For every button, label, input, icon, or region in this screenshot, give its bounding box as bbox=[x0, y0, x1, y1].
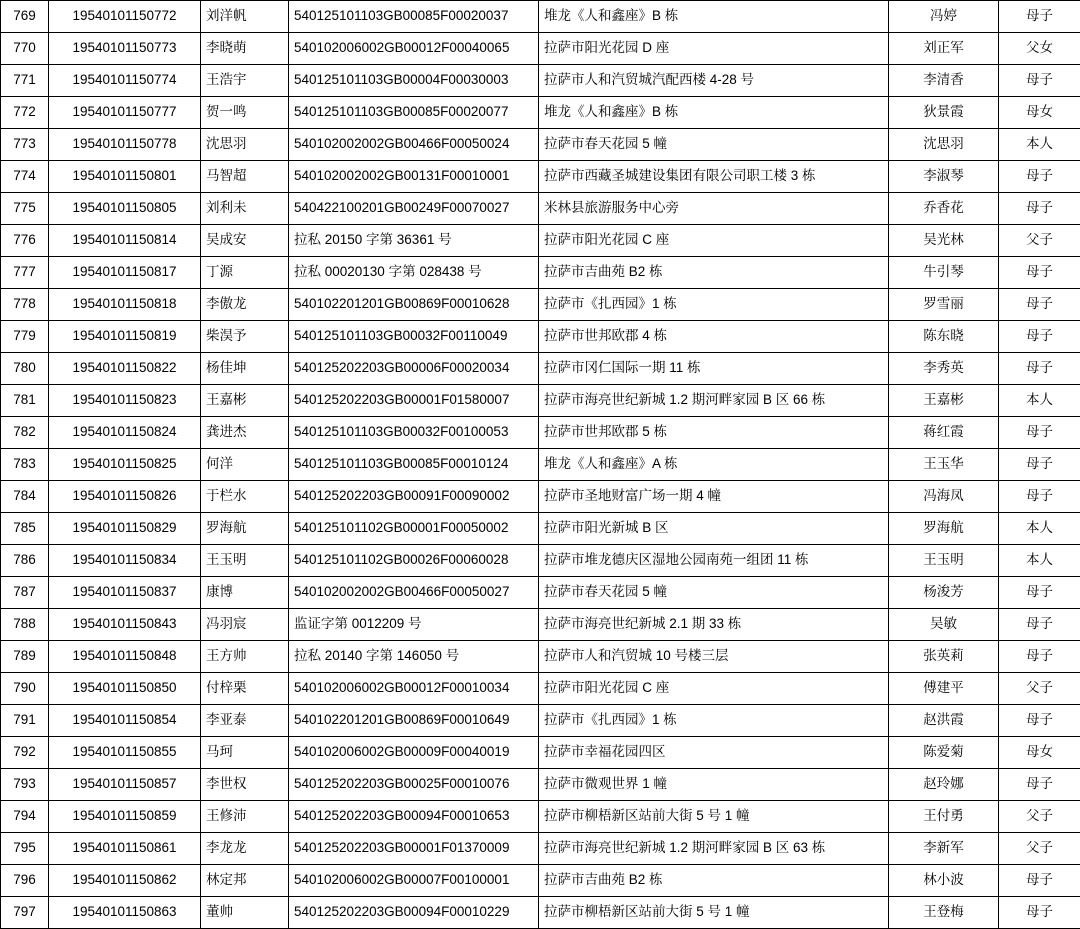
cell-person-name: 王浩宇 bbox=[201, 65, 289, 97]
cell-house-location: 拉萨市微观世界 1 幢 bbox=[539, 769, 889, 801]
table-row bbox=[1, 897, 1080, 929]
cell-house-location: 拉萨市吉曲苑 B2 栋 bbox=[539, 257, 889, 289]
cell-house-location: 拉萨市吉曲苑 B2 栋 bbox=[539, 865, 889, 897]
table-row bbox=[1, 193, 1080, 225]
cell-person-name: 马智超 bbox=[201, 161, 289, 193]
cell-sequence: 791 bbox=[1, 705, 49, 737]
cell-house-location: 拉萨市人和汽贸城汽配西楼 4-28 号 bbox=[539, 65, 889, 97]
cell-sequence: 783 bbox=[1, 449, 49, 481]
cell-relationship: 母子 bbox=[999, 897, 1080, 929]
table-row bbox=[1, 769, 1080, 801]
cell-certificate-number: 540125202203GB00094F00010229 bbox=[289, 897, 539, 929]
cell-id-number: 19540101150819 bbox=[49, 321, 201, 353]
cell-certificate-number: 540125101103GB00004F00030003 bbox=[289, 65, 539, 97]
table-row bbox=[1, 481, 1080, 513]
cell-id-number: 19540101150818 bbox=[49, 289, 201, 321]
table-row bbox=[1, 417, 1080, 449]
cell-certificate-number: 540102006002GB00012F00010034 bbox=[289, 673, 539, 705]
cell-certificate-number: 540125202203GB00094F00010653 bbox=[289, 801, 539, 833]
cell-sequence: 795 bbox=[1, 833, 49, 865]
cell-id-number: 19540101150824 bbox=[49, 417, 201, 449]
cell-id-number: 19540101150814 bbox=[49, 225, 201, 257]
cell-property-owner: 冯海凤 bbox=[889, 481, 999, 513]
cell-person-name: 罗海航 bbox=[201, 513, 289, 545]
cell-property-owner: 吴光林 bbox=[889, 225, 999, 257]
table-row bbox=[1, 545, 1080, 577]
cell-sequence: 773 bbox=[1, 129, 49, 161]
cell-relationship: 父子 bbox=[999, 225, 1080, 257]
cell-id-number: 19540101150857 bbox=[49, 769, 201, 801]
cell-certificate-number: 540125202203GB00006F00020034 bbox=[289, 353, 539, 385]
cell-property-owner: 王付勇 bbox=[889, 801, 999, 833]
cell-sequence: 788 bbox=[1, 609, 49, 641]
cell-certificate-number: 拉私 20150 字第 36361 号 bbox=[289, 225, 539, 257]
cell-sequence: 770 bbox=[1, 33, 49, 65]
cell-person-name: 王玉明 bbox=[201, 545, 289, 577]
table-row bbox=[1, 257, 1080, 289]
table-row bbox=[1, 705, 1080, 737]
cell-person-name: 沈思羽 bbox=[201, 129, 289, 161]
cell-sequence: 792 bbox=[1, 737, 49, 769]
table-row bbox=[1, 225, 1080, 257]
table-row bbox=[1, 129, 1080, 161]
cell-relationship: 母子 bbox=[999, 417, 1080, 449]
table-row bbox=[1, 865, 1080, 897]
cell-house-location: 拉萨市柳梧新区站前大街 5 号 1 幢 bbox=[539, 801, 889, 833]
cell-house-location: 拉萨市圣地财富广场一期 4 幢 bbox=[539, 481, 889, 513]
cell-id-number: 19540101150825 bbox=[49, 449, 201, 481]
cell-certificate-number: 540125101103GB00085F00020077 bbox=[289, 97, 539, 129]
table-row bbox=[1, 1, 1080, 33]
cell-relationship: 母女 bbox=[999, 97, 1080, 129]
cell-sequence: 789 bbox=[1, 641, 49, 673]
cell-relationship: 父子 bbox=[999, 673, 1080, 705]
cell-certificate-number: 监证字第 0012209 号 bbox=[289, 609, 539, 641]
cell-sequence: 780 bbox=[1, 353, 49, 385]
cell-sequence: 781 bbox=[1, 385, 49, 417]
table-row bbox=[1, 737, 1080, 769]
cell-property-owner: 王登梅 bbox=[889, 897, 999, 929]
cell-certificate-number: 540125202203GB00001F01580007 bbox=[289, 385, 539, 417]
cell-property-owner: 陈爱菊 bbox=[889, 737, 999, 769]
cell-certificate-number: 540102006002GB00009F00040019 bbox=[289, 737, 539, 769]
cell-sequence: 797 bbox=[1, 897, 49, 929]
cell-house-location: 拉萨市海亮世纪新城 2.1 期 33 栋 bbox=[539, 609, 889, 641]
table-row bbox=[1, 641, 1080, 673]
cell-certificate-number: 540125101102GB00001F00050002 bbox=[289, 513, 539, 545]
table-row bbox=[1, 33, 1080, 65]
cell-person-name: 马珂 bbox=[201, 737, 289, 769]
cell-certificate-number: 540102006002GB00012F00040065 bbox=[289, 33, 539, 65]
table-row bbox=[1, 609, 1080, 641]
table-row bbox=[1, 449, 1080, 481]
cell-sequence: 771 bbox=[1, 65, 49, 97]
cell-relationship: 母子 bbox=[999, 609, 1080, 641]
cell-property-owner: 傅建平 bbox=[889, 673, 999, 705]
cell-property-owner: 罗海航 bbox=[889, 513, 999, 545]
cell-house-location: 拉萨市阳光花园 C 座 bbox=[539, 225, 889, 257]
cell-relationship: 本人 bbox=[999, 129, 1080, 161]
cell-person-name: 李傲龙 bbox=[201, 289, 289, 321]
cell-house-location: 拉萨市海亮世纪新城 1.2 期河畔家园 B 区 63 栋 bbox=[539, 833, 889, 865]
cell-id-number: 19540101150773 bbox=[49, 33, 201, 65]
cell-sequence: 794 bbox=[1, 801, 49, 833]
cell-house-location: 拉萨市幸福花园四区 bbox=[539, 737, 889, 769]
cell-id-number: 19540101150826 bbox=[49, 481, 201, 513]
cell-id-number: 19540101150817 bbox=[49, 257, 201, 289]
cell-property-owner: 王嘉彬 bbox=[889, 385, 999, 417]
cell-relationship: 母子 bbox=[999, 577, 1080, 609]
cell-relationship: 母子 bbox=[999, 161, 1080, 193]
cell-id-number: 19540101150823 bbox=[49, 385, 201, 417]
table-row bbox=[1, 833, 1080, 865]
cell-person-name: 李龙龙 bbox=[201, 833, 289, 865]
cell-person-name: 李世权 bbox=[201, 769, 289, 801]
cell-id-number: 19540101150801 bbox=[49, 161, 201, 193]
cell-relationship: 母子 bbox=[999, 193, 1080, 225]
cell-house-location: 拉萨市《扎西园》1 栋 bbox=[539, 705, 889, 737]
cell-house-location: 拉萨市海亮世纪新城 1.2 期河畔家园 B 区 66 栋 bbox=[539, 385, 889, 417]
cell-id-number: 19540101150772 bbox=[49, 1, 201, 33]
cell-relationship: 父子 bbox=[999, 833, 1080, 865]
cell-sequence: 785 bbox=[1, 513, 49, 545]
cell-sequence: 790 bbox=[1, 673, 49, 705]
cell-house-location: 堆龙《人和鑫座》B 栋 bbox=[539, 1, 889, 33]
cell-house-location: 拉萨市世邦欧郡 4 栋 bbox=[539, 321, 889, 353]
cell-person-name: 王修沛 bbox=[201, 801, 289, 833]
cell-person-name: 龚进杰 bbox=[201, 417, 289, 449]
cell-id-number: 19540101150805 bbox=[49, 193, 201, 225]
cell-person-name: 王方帅 bbox=[201, 641, 289, 673]
cell-property-owner: 乔香花 bbox=[889, 193, 999, 225]
cell-property-owner: 王玉明 bbox=[889, 545, 999, 577]
cell-person-name: 于栏水 bbox=[201, 481, 289, 513]
cell-sequence: 775 bbox=[1, 193, 49, 225]
cell-id-number: 19540101150829 bbox=[49, 513, 201, 545]
cell-house-location: 拉萨市阳光花园 C 座 bbox=[539, 673, 889, 705]
cell-id-number: 19540101150850 bbox=[49, 673, 201, 705]
table-row bbox=[1, 673, 1080, 705]
cell-house-location: 拉萨市春天花园 5 幢 bbox=[539, 129, 889, 161]
cell-certificate-number: 540102201201GB00869F00010628 bbox=[289, 289, 539, 321]
cell-house-location: 拉萨市柳梧新区站前大街 5 号 1 幢 bbox=[539, 897, 889, 929]
cell-sequence: 774 bbox=[1, 161, 49, 193]
cell-person-name: 康博 bbox=[201, 577, 289, 609]
cell-certificate-number: 540102002002GB00131F00010001 bbox=[289, 161, 539, 193]
cell-relationship: 本人 bbox=[999, 513, 1080, 545]
cell-property-owner: 蒋红霞 bbox=[889, 417, 999, 449]
cell-house-location: 拉萨市阳光花园 D 座 bbox=[539, 33, 889, 65]
cell-relationship: 母子 bbox=[999, 321, 1080, 353]
cell-person-name: 吴成安 bbox=[201, 225, 289, 257]
registry-table-body bbox=[1, 1, 1080, 929]
cell-property-owner: 李淑琴 bbox=[889, 161, 999, 193]
cell-person-name: 杨佳坤 bbox=[201, 353, 289, 385]
cell-person-name: 付梓栗 bbox=[201, 673, 289, 705]
cell-property-owner: 沈思羽 bbox=[889, 129, 999, 161]
cell-property-owner: 冯婷 bbox=[889, 1, 999, 33]
cell-house-location: 拉萨市人和汽贸城 10 号楼三层 bbox=[539, 641, 889, 673]
cell-person-name: 贺一鸣 bbox=[201, 97, 289, 129]
cell-person-name: 李晓萌 bbox=[201, 33, 289, 65]
cell-relationship: 母子 bbox=[999, 1, 1080, 33]
cell-relationship: 母子 bbox=[999, 865, 1080, 897]
cell-sequence: 782 bbox=[1, 417, 49, 449]
cell-sequence: 778 bbox=[1, 289, 49, 321]
cell-sequence: 784 bbox=[1, 481, 49, 513]
cell-person-name: 柴淏予 bbox=[201, 321, 289, 353]
cell-relationship: 母子 bbox=[999, 641, 1080, 673]
cell-sequence: 777 bbox=[1, 257, 49, 289]
cell-house-location: 拉萨市堆龙德庆区湿地公园南苑一组团 11 栋 bbox=[539, 545, 889, 577]
table-row bbox=[1, 65, 1080, 97]
table-row bbox=[1, 321, 1080, 353]
cell-certificate-number: 540125202203GB00001F01370009 bbox=[289, 833, 539, 865]
cell-certificate-number: 540125202203GB00091F00090002 bbox=[289, 481, 539, 513]
cell-person-name: 刘利未 bbox=[201, 193, 289, 225]
cell-house-location: 拉萨市西藏圣城建设集团有限公司职工楼 3 栋 bbox=[539, 161, 889, 193]
cell-certificate-number: 拉私 00020130 字第 028438 号 bbox=[289, 257, 539, 289]
cell-property-owner: 吴敏 bbox=[889, 609, 999, 641]
cell-id-number: 19540101150774 bbox=[49, 65, 201, 97]
table-row bbox=[1, 289, 1080, 321]
cell-relationship: 母子 bbox=[999, 353, 1080, 385]
cell-property-owner: 李秀英 bbox=[889, 353, 999, 385]
cell-sequence: 787 bbox=[1, 577, 49, 609]
cell-property-owner: 罗雪丽 bbox=[889, 289, 999, 321]
cell-id-number: 19540101150855 bbox=[49, 737, 201, 769]
cell-relationship: 母子 bbox=[999, 705, 1080, 737]
cell-certificate-number: 540125202203GB00025F00010076 bbox=[289, 769, 539, 801]
cell-person-name: 丁源 bbox=[201, 257, 289, 289]
cell-certificate-number: 拉私 20140 字第 146050 号 bbox=[289, 641, 539, 673]
table-row bbox=[1, 97, 1080, 129]
cell-house-location: 堆龙《人和鑫座》B 栋 bbox=[539, 97, 889, 129]
cell-property-owner: 刘正军 bbox=[889, 33, 999, 65]
cell-id-number: 19540101150848 bbox=[49, 641, 201, 673]
cell-id-number: 19540101150778 bbox=[49, 129, 201, 161]
cell-certificate-number: 540125101103GB00032F00110049 bbox=[289, 321, 539, 353]
cell-house-location: 拉萨市冈仁国际一期 11 栋 bbox=[539, 353, 889, 385]
table-row bbox=[1, 161, 1080, 193]
cell-property-owner: 赵玲娜 bbox=[889, 769, 999, 801]
cell-person-name: 李亚泰 bbox=[201, 705, 289, 737]
cell-certificate-number: 540422100201GB00249F00070027 bbox=[289, 193, 539, 225]
cell-relationship: 父女 bbox=[999, 33, 1080, 65]
cell-property-owner: 陈东晓 bbox=[889, 321, 999, 353]
cell-id-number: 19540101150863 bbox=[49, 897, 201, 929]
cell-certificate-number: 540102002002GB00466F00050024 bbox=[289, 129, 539, 161]
cell-house-location: 拉萨市《扎西园》1 栋 bbox=[539, 289, 889, 321]
cell-property-owner: 牛引琴 bbox=[889, 257, 999, 289]
cell-relationship: 母子 bbox=[999, 289, 1080, 321]
cell-relationship: 母子 bbox=[999, 769, 1080, 801]
cell-property-owner: 李清香 bbox=[889, 65, 999, 97]
cell-id-number: 19540101150777 bbox=[49, 97, 201, 129]
cell-house-location: 拉萨市春天花园 5 幢 bbox=[539, 577, 889, 609]
cell-property-owner: 林小波 bbox=[889, 865, 999, 897]
cell-property-owner: 杨浚芳 bbox=[889, 577, 999, 609]
cell-id-number: 19540101150822 bbox=[49, 353, 201, 385]
cell-certificate-number: 540102006002GB00007F00100001 bbox=[289, 865, 539, 897]
cell-property-owner: 王玉华 bbox=[889, 449, 999, 481]
cell-property-owner: 赵洪霞 bbox=[889, 705, 999, 737]
cell-house-location: 堆龙《人和鑫座》A 栋 bbox=[539, 449, 889, 481]
cell-house-location: 拉萨市阳光新城 B 区 bbox=[539, 513, 889, 545]
cell-person-name: 刘洋帆 bbox=[201, 1, 289, 33]
cell-sequence: 793 bbox=[1, 769, 49, 801]
cell-certificate-number: 540125101103GB00085F00020037 bbox=[289, 1, 539, 33]
cell-id-number: 19540101150862 bbox=[49, 865, 201, 897]
cell-sequence: 776 bbox=[1, 225, 49, 257]
cell-id-number: 19540101150854 bbox=[49, 705, 201, 737]
cell-id-number: 19540101150834 bbox=[49, 545, 201, 577]
cell-certificate-number: 540102002002GB00466F00050027 bbox=[289, 577, 539, 609]
cell-certificate-number: 540125101103GB00032F00100053 bbox=[289, 417, 539, 449]
cell-relationship: 母子 bbox=[999, 65, 1080, 97]
cell-property-owner: 张英莉 bbox=[889, 641, 999, 673]
table-row bbox=[1, 577, 1080, 609]
cell-relationship: 父子 bbox=[999, 801, 1080, 833]
cell-property-owner: 李新军 bbox=[889, 833, 999, 865]
cell-certificate-number: 540125101103GB00085F00010124 bbox=[289, 449, 539, 481]
cell-relationship: 母子 bbox=[999, 481, 1080, 513]
cell-person-name: 林定邦 bbox=[201, 865, 289, 897]
cell-person-name: 冯羽宸 bbox=[201, 609, 289, 641]
cell-sequence: 769 bbox=[1, 1, 49, 33]
cell-person-name: 何洋 bbox=[201, 449, 289, 481]
cell-id-number: 19540101150837 bbox=[49, 577, 201, 609]
table-row bbox=[1, 801, 1080, 833]
cell-id-number: 19540101150861 bbox=[49, 833, 201, 865]
cell-sequence: 779 bbox=[1, 321, 49, 353]
cell-relationship: 母子 bbox=[999, 449, 1080, 481]
cell-id-number: 19540101150843 bbox=[49, 609, 201, 641]
cell-relationship: 本人 bbox=[999, 385, 1080, 417]
cell-id-number: 19540101150859 bbox=[49, 801, 201, 833]
cell-sequence: 772 bbox=[1, 97, 49, 129]
table-row bbox=[1, 513, 1080, 545]
cell-property-owner: 狄景霞 bbox=[889, 97, 999, 129]
table-row bbox=[1, 385, 1080, 417]
table-row bbox=[1, 353, 1080, 385]
cell-person-name: 董帅 bbox=[201, 897, 289, 929]
cell-certificate-number: 540102201201GB00869F00010649 bbox=[289, 705, 539, 737]
cell-house-location: 拉萨市世邦欧郡 5 栋 bbox=[539, 417, 889, 449]
cell-relationship: 母子 bbox=[999, 257, 1080, 289]
cell-sequence: 796 bbox=[1, 865, 49, 897]
cell-relationship: 母女 bbox=[999, 737, 1080, 769]
cell-person-name: 王嘉彬 bbox=[201, 385, 289, 417]
cell-certificate-number: 540125101102GB00026F00060028 bbox=[289, 545, 539, 577]
cell-house-location: 米林县旅游服务中心旁 bbox=[539, 193, 889, 225]
cell-relationship: 本人 bbox=[999, 545, 1080, 577]
cell-sequence: 786 bbox=[1, 545, 49, 577]
